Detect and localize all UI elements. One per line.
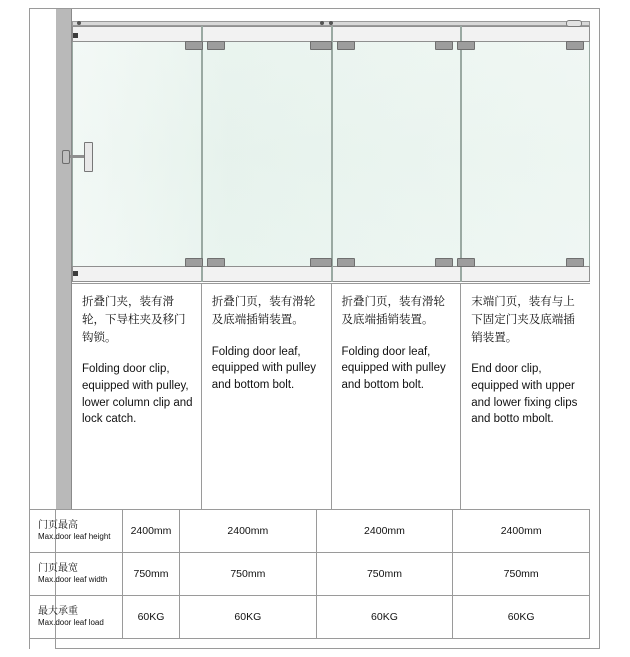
roller-carriage-right — [566, 20, 582, 27]
panel-divider-2 — [331, 26, 333, 282]
panel-description-3 — [332, 284, 462, 509]
spec-row-1-value-3: 2400mm — [316, 510, 453, 553]
top-clamp-3b — [457, 41, 475, 50]
spec-row-3-value-2: 60KG — [180, 596, 317, 639]
bottom-clamp-end — [566, 258, 584, 267]
panel-1-text-cn: 折叠门夹，装有滑轮，下导柱夹及移门钩锁。 — [82, 296, 186, 344]
top-clamp-1a — [185, 41, 203, 50]
panel-2-text-cn: 折叠门页，装有滑轮及底端插销装置。 — [211, 296, 316, 326]
spec-row-2-label-cn: 门页最宽 — [38, 562, 78, 574]
bottom-clamp-2a — [310, 258, 332, 267]
spec-row-3-label — [30, 596, 123, 639]
top-clamp-end — [566, 41, 584, 50]
spec-row-1-value-4: 2400mm — [453, 510, 590, 553]
spec-row-3-label-en: Max.door leaf load — [38, 618, 104, 628]
spec-row-1-value-1: 2400mm — [123, 510, 180, 553]
bottom-clamp-1b — [207, 258, 225, 267]
top-clamp-2b — [337, 41, 355, 50]
panel-divider-1 — [201, 26, 203, 282]
spec-row-2-value-1: 750mm — [123, 553, 180, 596]
spec-row-2-value-4: 750mm — [453, 553, 590, 596]
spec-row-3-value-1: 60KG — [123, 596, 180, 639]
specification-table — [30, 509, 590, 639]
table-row — [30, 553, 590, 596]
panel-4-text-en: End door clip, equipped with upper and lower fixing clips and botto mbolt. — [471, 363, 578, 426]
bottom-clamp-3a — [435, 258, 453, 267]
roller-marker-center-b — [329, 21, 333, 25]
left-wall-column — [56, 9, 72, 509]
top-clamp-2a — [310, 41, 332, 50]
spec-row-1-value-2: 2400mm — [180, 510, 317, 553]
spec-row-2-value-2: 750mm — [180, 553, 317, 596]
panel-description-row — [72, 283, 590, 509]
door-handle-knob — [62, 150, 70, 164]
pivot-bottom-left — [73, 271, 78, 276]
roller-marker-left — [77, 21, 81, 25]
panel-1-text-en: Folding door clip, equipped with pulley, lower column clip and lock catch. — [82, 363, 193, 426]
panel-3-text-cn: 折叠门页，装有滑轮及底端插销装置。 — [341, 296, 445, 326]
spec-row-2-label-en: Max.door leaf width — [38, 575, 108, 585]
panel-3-text-en: Folding door leaf, equipped with pulley and bottom bolt. — [341, 345, 446, 391]
spec-row-1-label-cn: 门页最高 — [38, 519, 78, 531]
door-lock-plate — [84, 142, 93, 172]
bottom-clamp-1a — [185, 258, 203, 267]
panel-divider-3 — [460, 26, 462, 282]
panel-description-4 — [461, 284, 590, 509]
top-clamp-1b — [207, 41, 225, 50]
bottom-clamp-2b — [337, 258, 355, 267]
panel-4-text-cn: 末端门页，装有与上下固定门夹及底端插销装置。 — [471, 296, 575, 344]
panel-2-text-en: Folding door leaf, equipped with pulley and bottom bolt. — [211, 345, 316, 391]
spec-row-3-label-cn: 最大承重 — [38, 605, 78, 617]
spec-row-2-value-3: 750mm — [316, 553, 453, 596]
panel-description-1 — [72, 284, 202, 509]
spec-row-3-value-3: 60KG — [316, 596, 453, 639]
bottom-clamp-3b — [457, 258, 475, 267]
table-row — [30, 596, 590, 639]
door-handle-rod — [70, 155, 84, 158]
roller-marker-center-a — [320, 21, 324, 25]
panel-description-2 — [202, 284, 332, 509]
top-clamp-3a — [435, 41, 453, 50]
spec-row-2-label — [30, 553, 123, 596]
spec-row-1-label — [30, 510, 123, 553]
spec-row-3-value-4: 60KG — [453, 596, 590, 639]
table-row — [30, 510, 590, 553]
spec-row-1-label-en: Max.door leaf height — [38, 532, 111, 542]
pivot-top-left — [73, 33, 78, 38]
